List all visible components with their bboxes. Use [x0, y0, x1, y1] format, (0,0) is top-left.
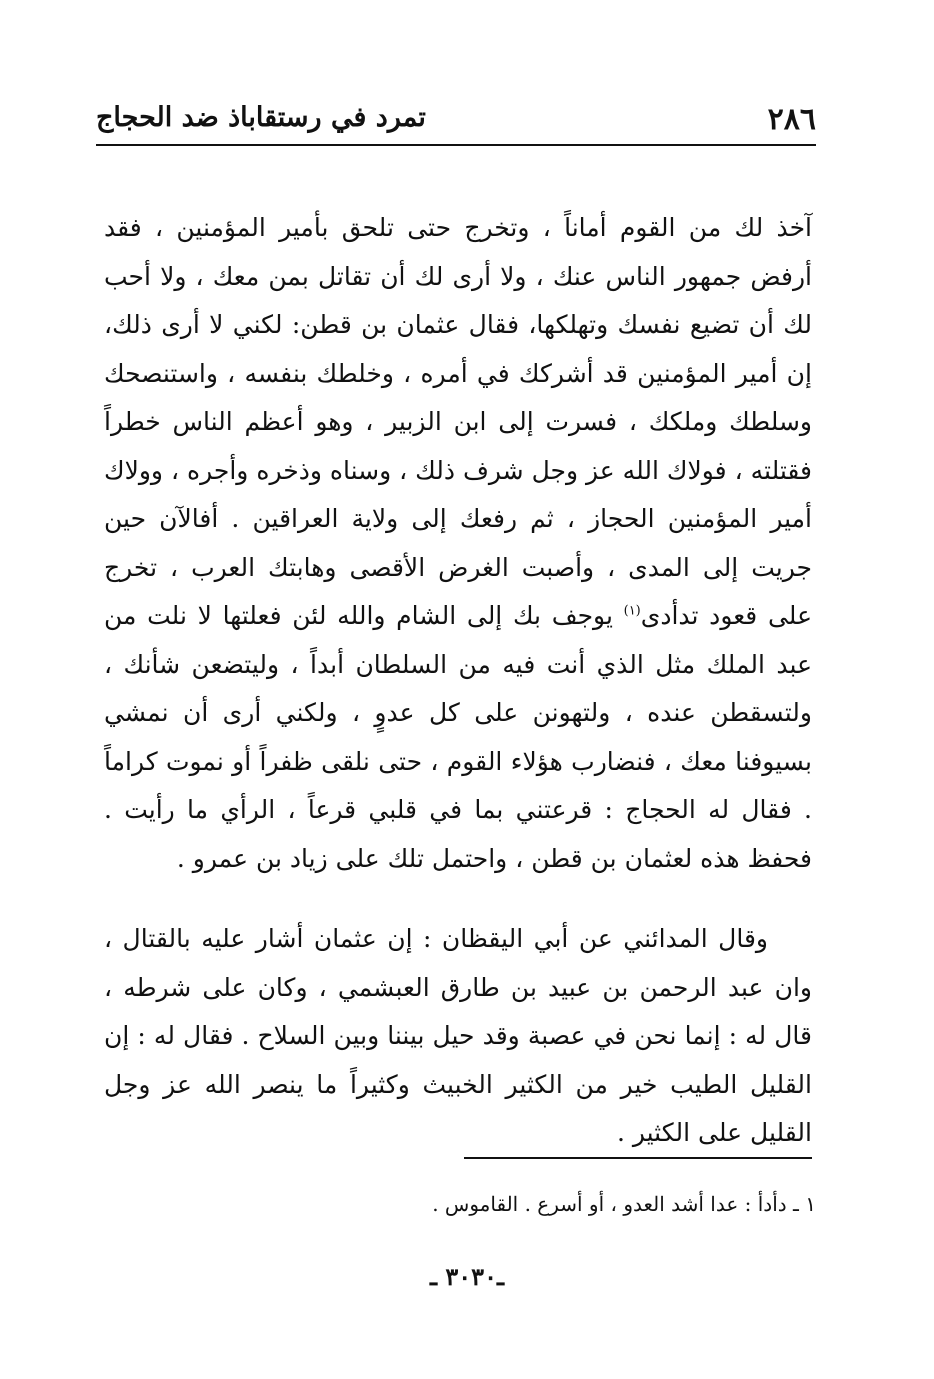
- footer-page-number: ـ٣٠٣٠ ـ: [430, 1262, 504, 1291]
- running-title: تمرد في رستقاباذ ضد الحجاج: [96, 102, 426, 133]
- paragraph-1: [104, 204, 812, 883]
- paragraph-2: وقال المدائني عن أبي اليقظان : إن عثمان أشار عليه بالقتال ، وان عبد الرحمن بن عبيد بن طارق العبشمي ، وكان على شرطه ، قال له : إنما نحن في عصبة وقد حيل بيننا وبين السلاح . فقال له : إن القليل الطيب خير من الكثير الخبيث وكثيراً ما ينصر الله عز وجل القليل على الكثير .: [104, 924, 812, 1147]
- footnote-reference: (١): [623, 603, 641, 619]
- page-number: ٢٨٦: [767, 102, 816, 137]
- page-header: [96, 98, 816, 144]
- footnote: ١ ـ دأدأ : عدا أشد العدو ، أو أسرع . القاموس .: [432, 1192, 816, 1216]
- header-rule: [96, 144, 816, 146]
- main-text: [104, 204, 812, 1158]
- paragraph-1-part-2: يوجف بك إلى الشام والله لئن فعلتها لا نلت من عبد الملك مثل الذي أنت فيه من السلطان أبداً ، وليتضعن شأنك ، ولتسقطن عنده ، ولتهونن على كل عدوٍ ، ولكني أرى أن نمشي بسيوفنا معك ، فنضارب هؤلاء القوم ، حتى نلقى ظفراً أو نموت كراماً . فقال له الحجاج : قرعتني بما في قلبي قرعاً ، الرأي ما رأيت . فحفظ هذه لعثمان بن قطن ، واحتمل تلك على زياد بن عمرو .: [104, 601, 812, 873]
- footnote-rule: [464, 1157, 812, 1159]
- paragraph-1-part-1: آخذ لك من القوم أماناً ، وتخرج حتى تلحق بأمير المؤمنين ، فقد أرفض جمهور الناس عنك ، ولا أرى لك أن تقاتل بمن معك ، ولا أحب لك أن تضيع نفسك وتهلكها، فقال عثمان بن قطن: لكني لا أرى ذلك، إن أمير المؤمنين قد أشركك في أمره ، وخلطك بنفسه ، واستنصحك وسلطك وملكك ، فسرت إلى ابن الزبير ، وهو أعظم الناس خطراً فقتلته ، فولاك الله عز وجل شرف ذلك ، وسناه وذخره وأجره ، وولاك أمير المؤمنين الحجاز ، ثم رفعك إلى ولاية العراقين . أفالآن حين جريت إلى المدى ، وأصبت الغرض الأقصى وهابتك العرب ، تخرج على قعود تدأدى: [104, 213, 812, 630]
